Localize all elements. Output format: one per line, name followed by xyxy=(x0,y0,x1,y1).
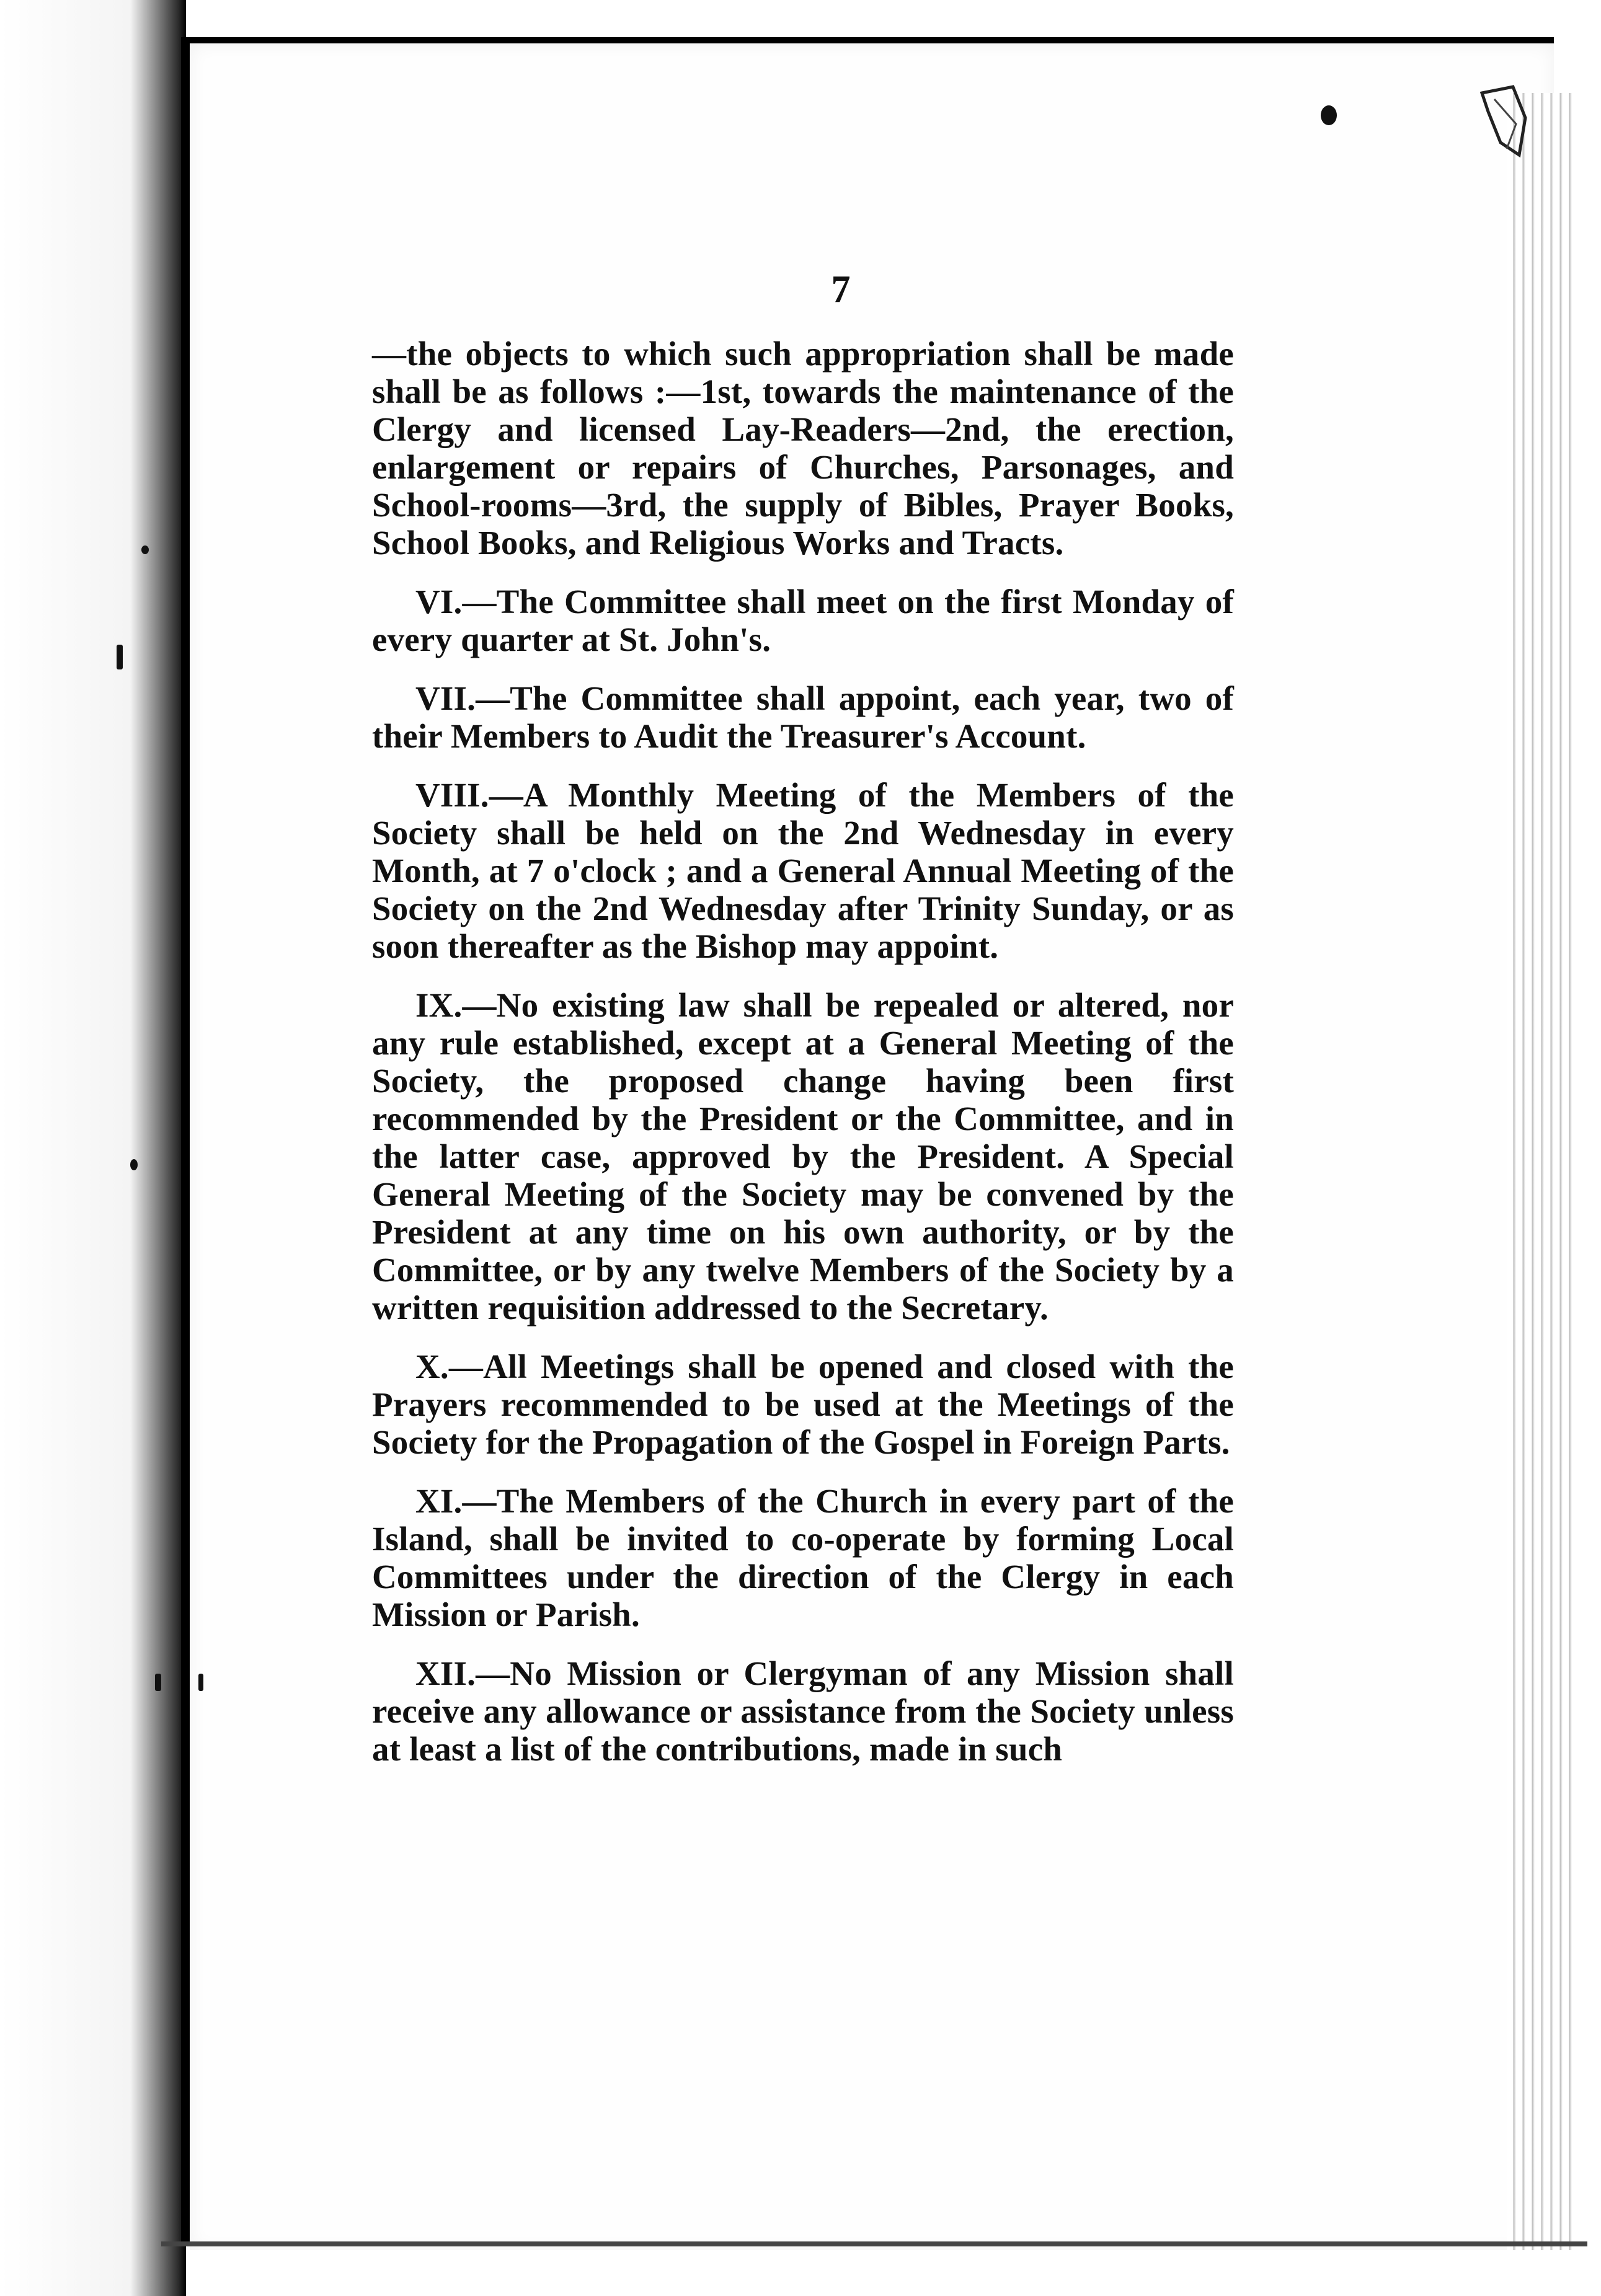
page-number: 7 xyxy=(831,268,851,311)
article-viii xyxy=(372,776,1234,965)
article-text: —The Committee shall meet on the first Monday of every quarter at St. John's. xyxy=(372,583,1234,658)
article-xi xyxy=(372,1482,1234,1633)
article-text: —All Meetings shall be opened and closed with the Prayers recommended to be used at the Meetings of the Society for the Propagation of the Gospel in Foreign Parts. xyxy=(372,1348,1234,1461)
article-x xyxy=(372,1348,1234,1461)
article-numeral: XI. xyxy=(415,1482,463,1520)
article-numeral: XII. xyxy=(415,1654,476,1692)
ink-speck xyxy=(130,1159,138,1170)
article-vi xyxy=(372,583,1234,658)
article-text: —The Members of the Church in every part of the Island, shall be invited to co-operate by forming Local Committees under the direction of the Clergy in each Mission or Parish. xyxy=(372,1482,1234,1633)
torn-corner-mark xyxy=(1457,81,1532,167)
article-text: —The Committee shall appoint, each year, two of their Members to Audit the Treasurer's Account. xyxy=(372,679,1234,755)
page-bottom-edge xyxy=(161,2241,1587,2246)
ink-speck xyxy=(198,1674,203,1691)
page-body-text xyxy=(372,335,1234,1789)
article-numeral: IX. xyxy=(415,986,463,1024)
ink-speck xyxy=(155,1674,161,1691)
ink-speck xyxy=(117,645,123,669)
article-vii xyxy=(372,679,1234,755)
facing-page-edge xyxy=(0,0,186,2296)
article-text: —No existing law shall be repealed or altered, nor any rule established, except at a General Meeting of the Society, the proposed change having been first recommended by the President or the Committee, and in the latter case, approved by the President. A Special General Meeting of the Society may be convened by the President at any time on his own authority, or by the Committee, or by any twelve Members of the Society by a written requisition addressed to the Secretary. xyxy=(372,986,1234,1327)
article-numeral: VII. xyxy=(415,679,476,717)
article-xii xyxy=(372,1654,1234,1768)
article-numeral: X. xyxy=(415,1348,449,1385)
page-fore-edge xyxy=(1507,93,1575,2250)
article-ix xyxy=(372,986,1234,1327)
ink-speck xyxy=(141,545,149,554)
article-text: —No Mission or Clergyman of any Mission shall receive any allowance or assistance from the Society unless at least a list of the contributions, made in such xyxy=(372,1654,1234,1768)
binding-gutter xyxy=(181,37,190,2244)
paragraph-text: —the objects to which such appropriation shall be made shall be as follows :—1st, towards the maintenance of the Clergy and licensed Lay-Readers—2nd, the erection, enlargement or repairs of Churches, Parsonages, and School-rooms—3rd, the supply of Bibles, Prayer Books, School Books, and Religious Works and Tracts. xyxy=(372,335,1234,562)
ink-speck xyxy=(1321,105,1337,125)
article-numeral: VIII. xyxy=(415,776,489,814)
paragraph-continuation xyxy=(372,335,1234,562)
article-text: —A Monthly Meeting of the Members of the Society shall be held on the 2nd Wednesday in every Month, at 7 o'clock ; and a General Annual Meeting of the Society on the 2nd Wednesday after Trinity Sunday, or as soon thereafter as the Bishop may appoint. xyxy=(372,776,1234,965)
article-numeral: VI. xyxy=(415,583,463,620)
